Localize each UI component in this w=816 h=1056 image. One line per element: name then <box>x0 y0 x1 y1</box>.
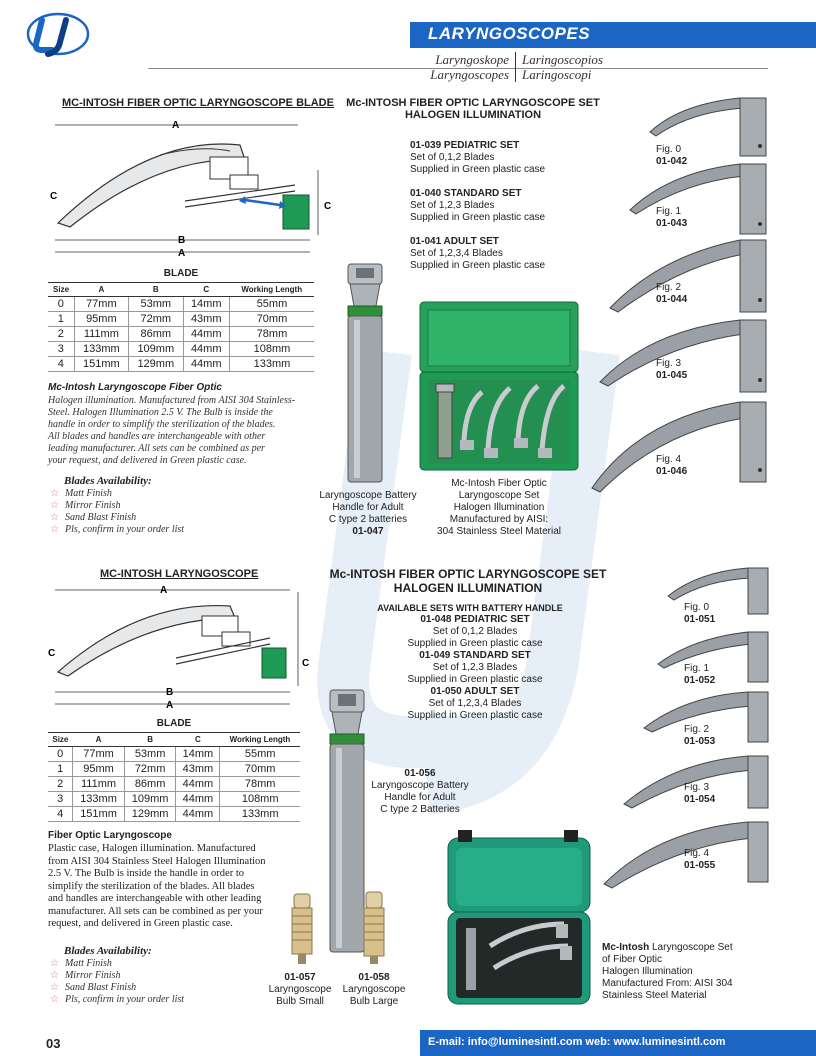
table-row: 2 111mm 86mm 44mm 78mm <box>48 777 300 792</box>
table-row: 4 151mm 129mm 44mm 133mm <box>48 357 314 372</box>
col-b: B <box>129 283 183 297</box>
subtitle-de: Laryngoskope <box>420 52 516 67</box>
fig-label-01-054: Fig. 3 01-054 <box>684 782 716 805</box>
fig-label-01-045: Fig. 3 01-045 <box>656 358 688 381</box>
battery-handle-image <box>340 262 390 484</box>
page-number: 03 <box>46 1036 61 1051</box>
table-header-row <box>48 733 300 747</box>
bottom-desc-title: Fiber Optic Laryngoscope <box>48 830 172 841</box>
set-01-039: 01-039 PEDIATRIC SET Set of 0,1,2 Blades Supplied in Green plastic case <box>410 140 546 175</box>
list-item: ☆ Pls, confirm in your order list <box>50 524 184 536</box>
bottom-blade-diagram <box>40 582 330 714</box>
dim-a-top: A <box>160 585 168 596</box>
col-size: Size <box>48 733 73 747</box>
col-a: A <box>74 283 128 297</box>
bottom-set-title: Mc-INTOSH FIBER OPTIC LARYNGOSCOPE SET HALOGEN ILLUMINATION <box>329 567 607 595</box>
top-desc-title: Mc-Intosh Laryngoscope Fiber Optic <box>48 382 222 393</box>
top-desc: Halogen illumination. Manufactured from AISI 304 Stainless- Steel. Halogen Illumination 2.5 V. The Bulb is inside the handle in order to simplify the sterilization of the blades. All blades and handles are interchangeable with other leading manufacturer. All sets can be combined as per your request, and delivered in Green plastic case. <box>48 395 296 466</box>
dim-a-top: A <box>172 120 180 131</box>
bulb-small-image <box>290 892 314 966</box>
set-01-050: 01-050 ADULT SET Set of 1,2,3,4 Blades Supplied in Green plastic case <box>407 686 543 721</box>
bottom-avail-list <box>50 958 184 1006</box>
table-header-row <box>48 283 314 297</box>
blade-fig-4 <box>592 402 766 492</box>
col-size: Size <box>48 283 74 297</box>
subtitle-en: Laryngoscopes <box>420 67 516 82</box>
blade-fig-1 <box>630 164 766 234</box>
available-sets-title: AVAILABLE SETS WITH BATTERY HANDLE <box>377 603 563 613</box>
green-case-image <box>418 300 580 472</box>
top-set-title: Mc-INTOSH FIBER OPTIC LARYNGOSCOPE SET HALOGEN ILLUMINATION <box>346 97 600 121</box>
list-item: ☆ Matt Finish <box>50 488 184 500</box>
list-item: ☆ Sand Blast Finish <box>50 512 184 524</box>
bulb-small-caption: 01-057 Laryngoscope Bulb Small <box>268 972 332 1007</box>
bottom-table-caption: BLADE <box>156 718 192 729</box>
dim-c-left: C <box>50 191 58 202</box>
dim-c-left: C <box>48 648 56 659</box>
top-table-caption: BLADE <box>163 268 199 279</box>
company-logo <box>22 10 92 58</box>
dim-a-bottom: A <box>166 700 174 711</box>
bottom-blade-table <box>48 732 300 822</box>
table-row: 0 77mm 53mm 14mm 55mm <box>48 747 300 762</box>
dim-b: B <box>178 235 186 246</box>
bulb-large-caption: 01-058 Laryngoscope Bulb Large <box>342 972 406 1007</box>
fig-label-01-043: Fig. 1 01-043 <box>656 206 688 229</box>
dim-b: B <box>166 687 174 698</box>
blade-fig-0 <box>668 568 768 614</box>
set-01-041: 01-041 ADULT SET Set of 1,2,3,4 Blades Supplied in Green plastic case <box>410 236 546 271</box>
bottom-section-title: MC-INTOSH LARYNGOSCOPE <box>100 568 259 580</box>
dim-c-right: C <box>324 201 332 212</box>
subtitle-it: Laringoscopi <box>522 67 592 82</box>
top-section-title: MC-INTOSH FIBER OPTIC LARYNGOSCOPE BLADE <box>62 97 334 109</box>
bottom-handle-caption: 01-056 Laryngoscope Battery Handle for Adult C type 2 Batteries <box>371 768 469 815</box>
page-title: LARYNGOSCOPES <box>428 24 591 43</box>
bottom-desc: Plastic case, Halogen illumination. Manufactured from AISI 304 Stainless Steel Halogen Illumination 2.5 V. The Bulb is inside the handle in order to simplify the sterilization of the blades. All blades and handles are interchangeable with other leading manufacturer. All sets can be combined as per your request, and delivered in Green plastic case. <box>48 843 266 929</box>
fig-label-01-055: Fig. 4 01-055 <box>684 848 716 871</box>
list-item: ☆ Pls, confirm in your order list <box>50 994 184 1006</box>
blade-fig-2 <box>610 240 766 312</box>
list-item: ☆ Mirror Finish <box>50 970 184 982</box>
col-b: B <box>124 733 176 747</box>
bottom-avail-title: Blades Availability: <box>64 945 152 957</box>
table-row: 2 111mm 86mm 44mm 78mm <box>48 327 314 342</box>
col-working-length: Working Length <box>220 733 300 747</box>
table-row: 1 95mm 72mm 43mm 70mm <box>48 312 314 327</box>
table-row: 3 133mm 109mm 44mm 108mm <box>48 792 300 807</box>
set-01-049: 01-049 STANDARD SET Set of 1,2,3 Blades Supplied in Green plastic case <box>407 650 543 685</box>
subtitle-translations <box>420 52 603 82</box>
table-row: 3 133mm 109mm 44mm 108mm <box>48 342 314 357</box>
list-item: ☆ Matt Finish <box>50 958 184 970</box>
list-item: ☆ Mirror Finish <box>50 500 184 512</box>
fig-label-01-044: Fig. 2 01-044 <box>656 282 688 305</box>
dim-c-right: C <box>302 658 310 669</box>
dim-a-bottom: A <box>178 248 186 259</box>
fig-label-01-053: Fig. 2 01-053 <box>684 724 716 747</box>
top-handle-caption: Laryngoscope Battery Handle for Adult C type 2 batteries 01-047 <box>319 490 417 537</box>
table-row: 4 151mm 129mm 44mm 133mm <box>48 807 300 822</box>
fig-label-01-046: Fig. 4 01-046 <box>656 454 688 477</box>
top-case-caption: Mc-Intosh Fiber Optic Laryngoscope Set Halogen Illumination Manufactured by AISI: 304 Stainless Steel Material <box>437 478 561 537</box>
table-row: 0 77mm 53mm 14mm 55mm <box>48 297 314 312</box>
set-01-040: 01-040 STANDARD SET Set of 1,2,3 Blades Supplied in Green plastic case <box>410 188 546 223</box>
subtitle-es: Laringoscopios <box>522 52 603 67</box>
col-c: C <box>183 283 229 297</box>
top-avail-title: Blades Availability: <box>64 475 152 487</box>
col-c: C <box>176 733 220 747</box>
bottom-case-caption: Mc-Intosh Laryngoscope Set of Fiber Optic Halogen Illumination Manufactured From: AISI 304 Stainless Steel Material <box>602 942 733 1001</box>
top-avail-list <box>50 488 184 536</box>
set-01-048: 01-048 PEDIATRIC SET Set of 0,1,2 Blades Supplied in Green plastic case <box>407 614 543 649</box>
list-item: ☆ Sand Blast Finish <box>50 982 184 994</box>
top-blade-diagram <box>40 115 340 265</box>
fig-label-01-042: Fig. 0 01-042 <box>656 144 688 167</box>
fig-label-01-051: Fig. 0 01-051 <box>684 602 716 625</box>
col-a: A <box>73 733 125 747</box>
bulb-large-image <box>362 890 386 966</box>
bottom-green-case-image <box>444 828 594 1006</box>
footer-contact[interactable]: E-mail: info@luminesintl.com web: www.luminesintl.com <box>428 1036 726 1048</box>
top-blade-table <box>48 282 314 372</box>
col-working-length: Working Length <box>229 283 314 297</box>
fig-label-01-052: Fig. 1 01-052 <box>684 663 716 686</box>
table-row: 1 95mm 72mm 43mm 70mm <box>48 762 300 777</box>
